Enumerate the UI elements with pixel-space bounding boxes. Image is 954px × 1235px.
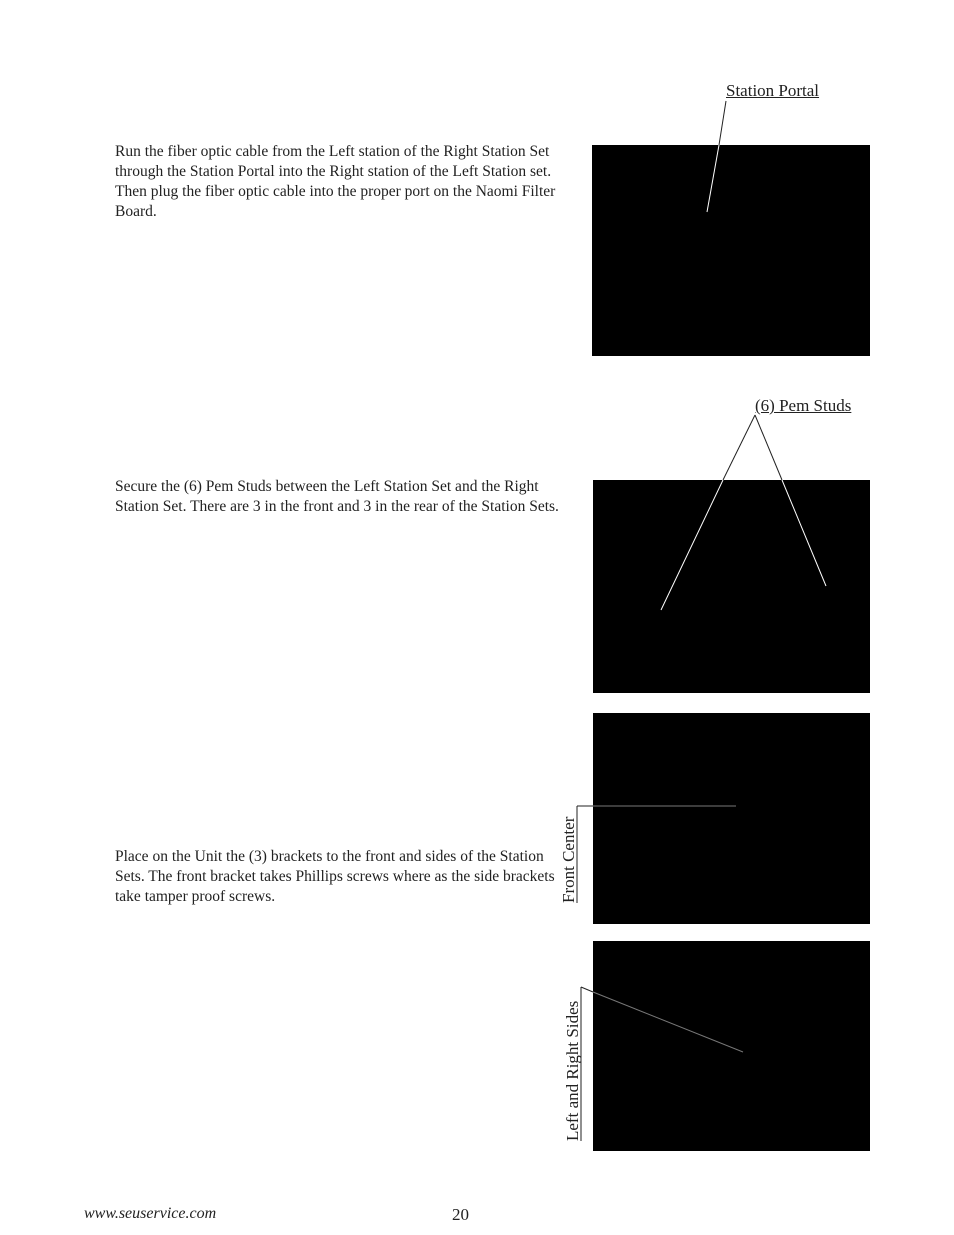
instruction-brackets: Place on the Unit the (3) brackets to the front and sides of the Station Sets. The front bracket takes Phillips screws where as the side brackets take tamper proof screws.: [115, 848, 555, 905]
callout-station-portal: Station Portal: [726, 81, 820, 100]
photo-pem-studs: [593, 480, 870, 693]
callout-left-right-sides: Left and Right Sides: [563, 1000, 582, 1141]
page-number: 20: [452, 1205, 469, 1224]
instruction-pem-studs: Secure the (6) Pem Studs between the Left Station Set and the Right Station Set. There are 3 in the front and 3 in the rear of the Station Sets.: [115, 478, 559, 515]
photo-station-portal: [592, 145, 870, 356]
photo-side-brackets: [593, 941, 870, 1151]
photo-front-bracket: [593, 713, 870, 924]
callout-front-center: Front Center: [559, 816, 578, 903]
instruction-fiber-optic: Run the fiber optic cable from the Left station of the Right Station Set through the Station Portal into the Right station of the Left Station set. Then plug the fiber optic cable into the proper port on the Naomi Filter Board.: [115, 143, 556, 220]
callout-pem-studs: (6) Pem Studs: [755, 396, 852, 415]
footer-website: www.seuservice.com: [84, 1205, 217, 1222]
